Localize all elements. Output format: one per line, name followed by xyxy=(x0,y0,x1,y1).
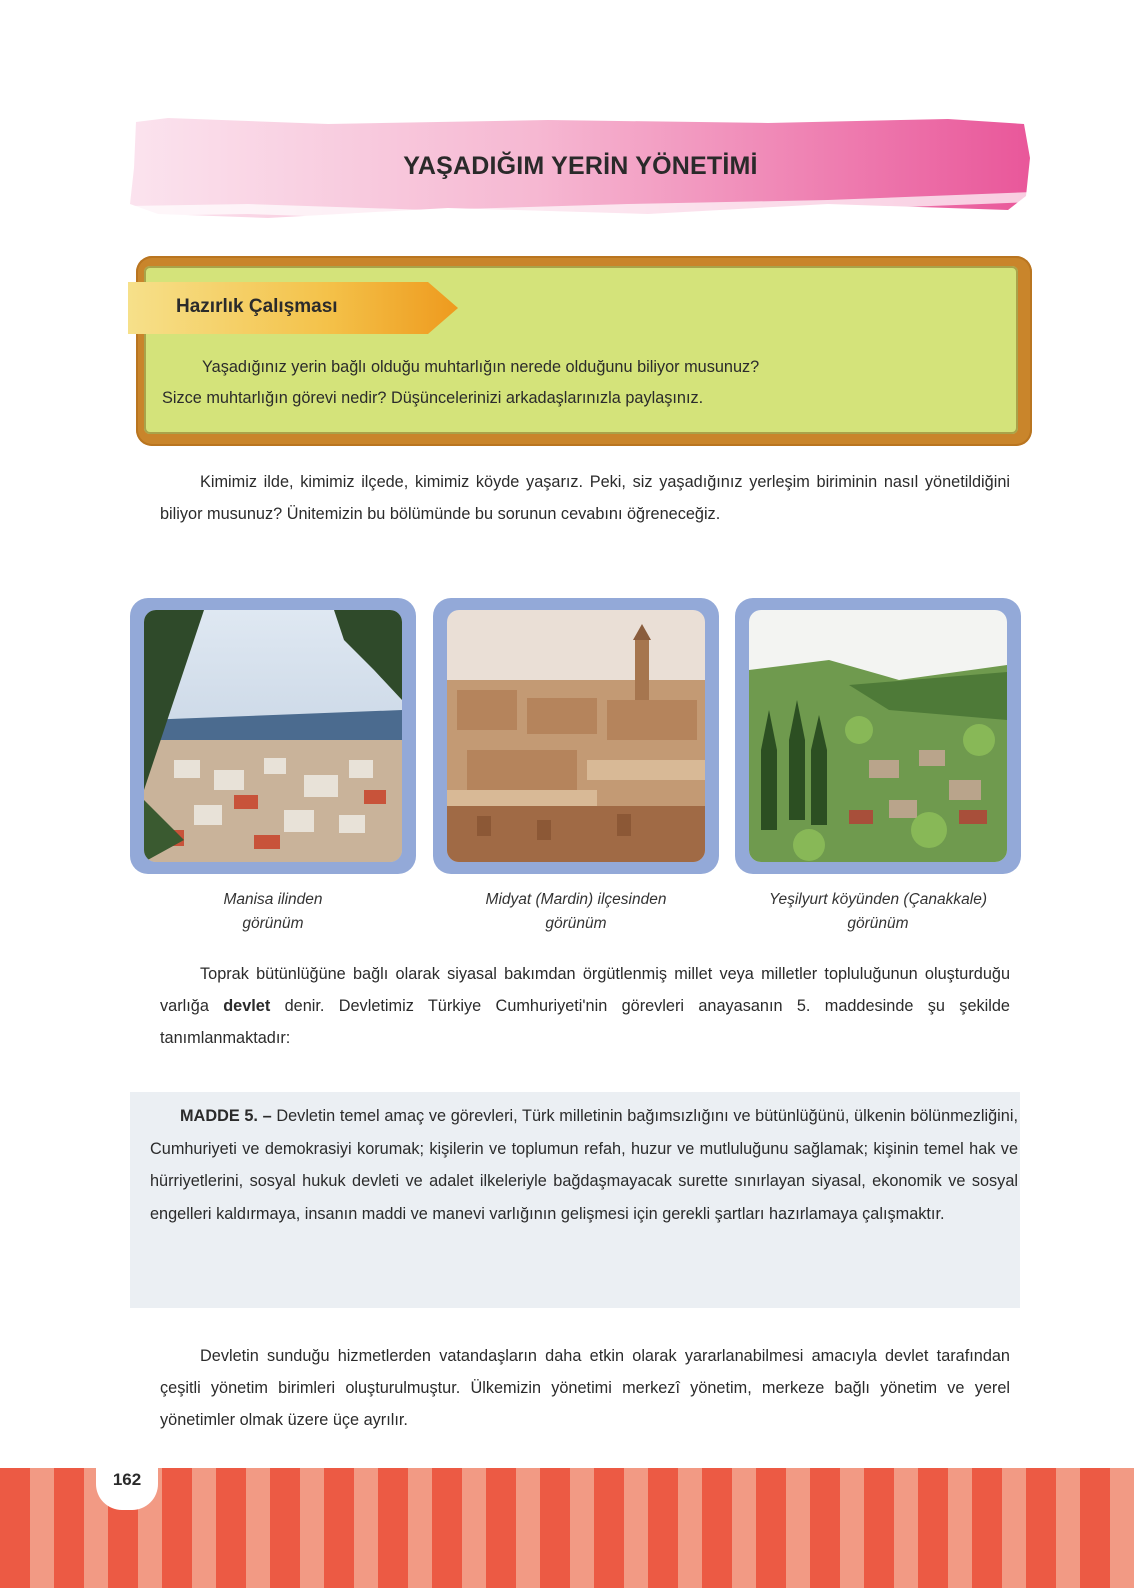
closing-paragraph: Devletin sunduğu hizmetlerden vatandaşların daha etkin olarak yararlanabilmesi amacıyla devlet tarafından çeşitli yönetim birimleri oluşturulmuştur. Ülkemizin yönetimi merkezî yönetim, merkeze bağlı yönetim ve yerel yönetimler olmak üzere üçe ayrılır. xyxy=(160,1347,1010,1429)
manisa-city-image xyxy=(144,610,402,862)
midyat-town-image xyxy=(447,610,705,862)
preparation-text xyxy=(162,352,996,414)
title-banner xyxy=(128,118,1033,226)
page-number-tab xyxy=(96,1462,158,1510)
caption-yesilyurt: Yeşilyurt köyünden (Çanakkale) görünüm xyxy=(769,891,987,932)
constitution-article-text: MADDE 5. – Devletin temel amaç ve görevleri, Türk milletinin bağımsızlığını ve bütünlüğünü, ülkenin bölünmezliğini, Cumhuriyeti ve demokrasiyi korumak; kişilerin ve toplumun refah, huzur ve mutluluğunu sağlamak; kişinin temel hak ve hürriyetlerini, sosyal hukuk devleti ve adalet ilkeleriyle bağdaşmayacak surette sınırlayan siyasal, ekonomik ve sosyal engelleri kaldırmaya, insanın maddi ve manevi varlığının gelişmesi için gerekli şartları hazırlamaya çalışmaktır. xyxy=(150,1107,1018,1223)
photo-midyat xyxy=(433,598,719,874)
photo-manisa xyxy=(130,598,416,874)
state-definition-paragraph: Toprak bütünlüğüne bağlı olarak siyasal bakımdan örgütlenmiş millet veya milletler topluluğunun oluşturduğu varlığa devlet denir. Devletimiz Türkiye Cumhuriyeti'nin görevleri anayasanın 5. maddesinde şu şekilde tanımlanmaktadır: xyxy=(160,965,1010,1047)
footer-stripes xyxy=(0,1468,1134,1588)
article-heading: MADDE 5. – xyxy=(180,1107,272,1125)
term-devlet: devlet xyxy=(223,997,271,1015)
page-number: 162 xyxy=(112,1470,142,1489)
preparation-line-2: Sizce muhtarlığın görevi nedir? Düşüncelerinizi arkadaşlarınızla paylaşınız. xyxy=(162,389,704,407)
preparation-label: Hazırlık Çalışması xyxy=(176,296,338,317)
preparation-label-tab xyxy=(128,282,468,334)
page-title: YAŞADIĞIM YERİN YÖNETİMİ xyxy=(403,152,758,180)
photo-yesilyurt xyxy=(735,598,1021,874)
intro-paragraph: Kimimiz ilde, kimimiz ilçede, kimimiz köyde yaşarız. Peki, siz yaşadığınız yerleşim biriminin nasıl yönetildiğini biliyor musunuz? Ünitemizin bu bölümünde bu sorunun cevabını öğreneceğiz. xyxy=(160,473,1010,523)
preparation-line-1: Yaşadığınız yerin bağlı olduğu muhtarlığın nerede olduğunu biliyor musunuz? xyxy=(202,358,760,376)
caption-midyat: Midyat (Mardin) ilçesinden görünüm xyxy=(485,891,667,932)
caption-manisa: Manisa ilinden görünüm xyxy=(223,891,323,932)
yesilyurt-village-image xyxy=(749,610,1007,862)
